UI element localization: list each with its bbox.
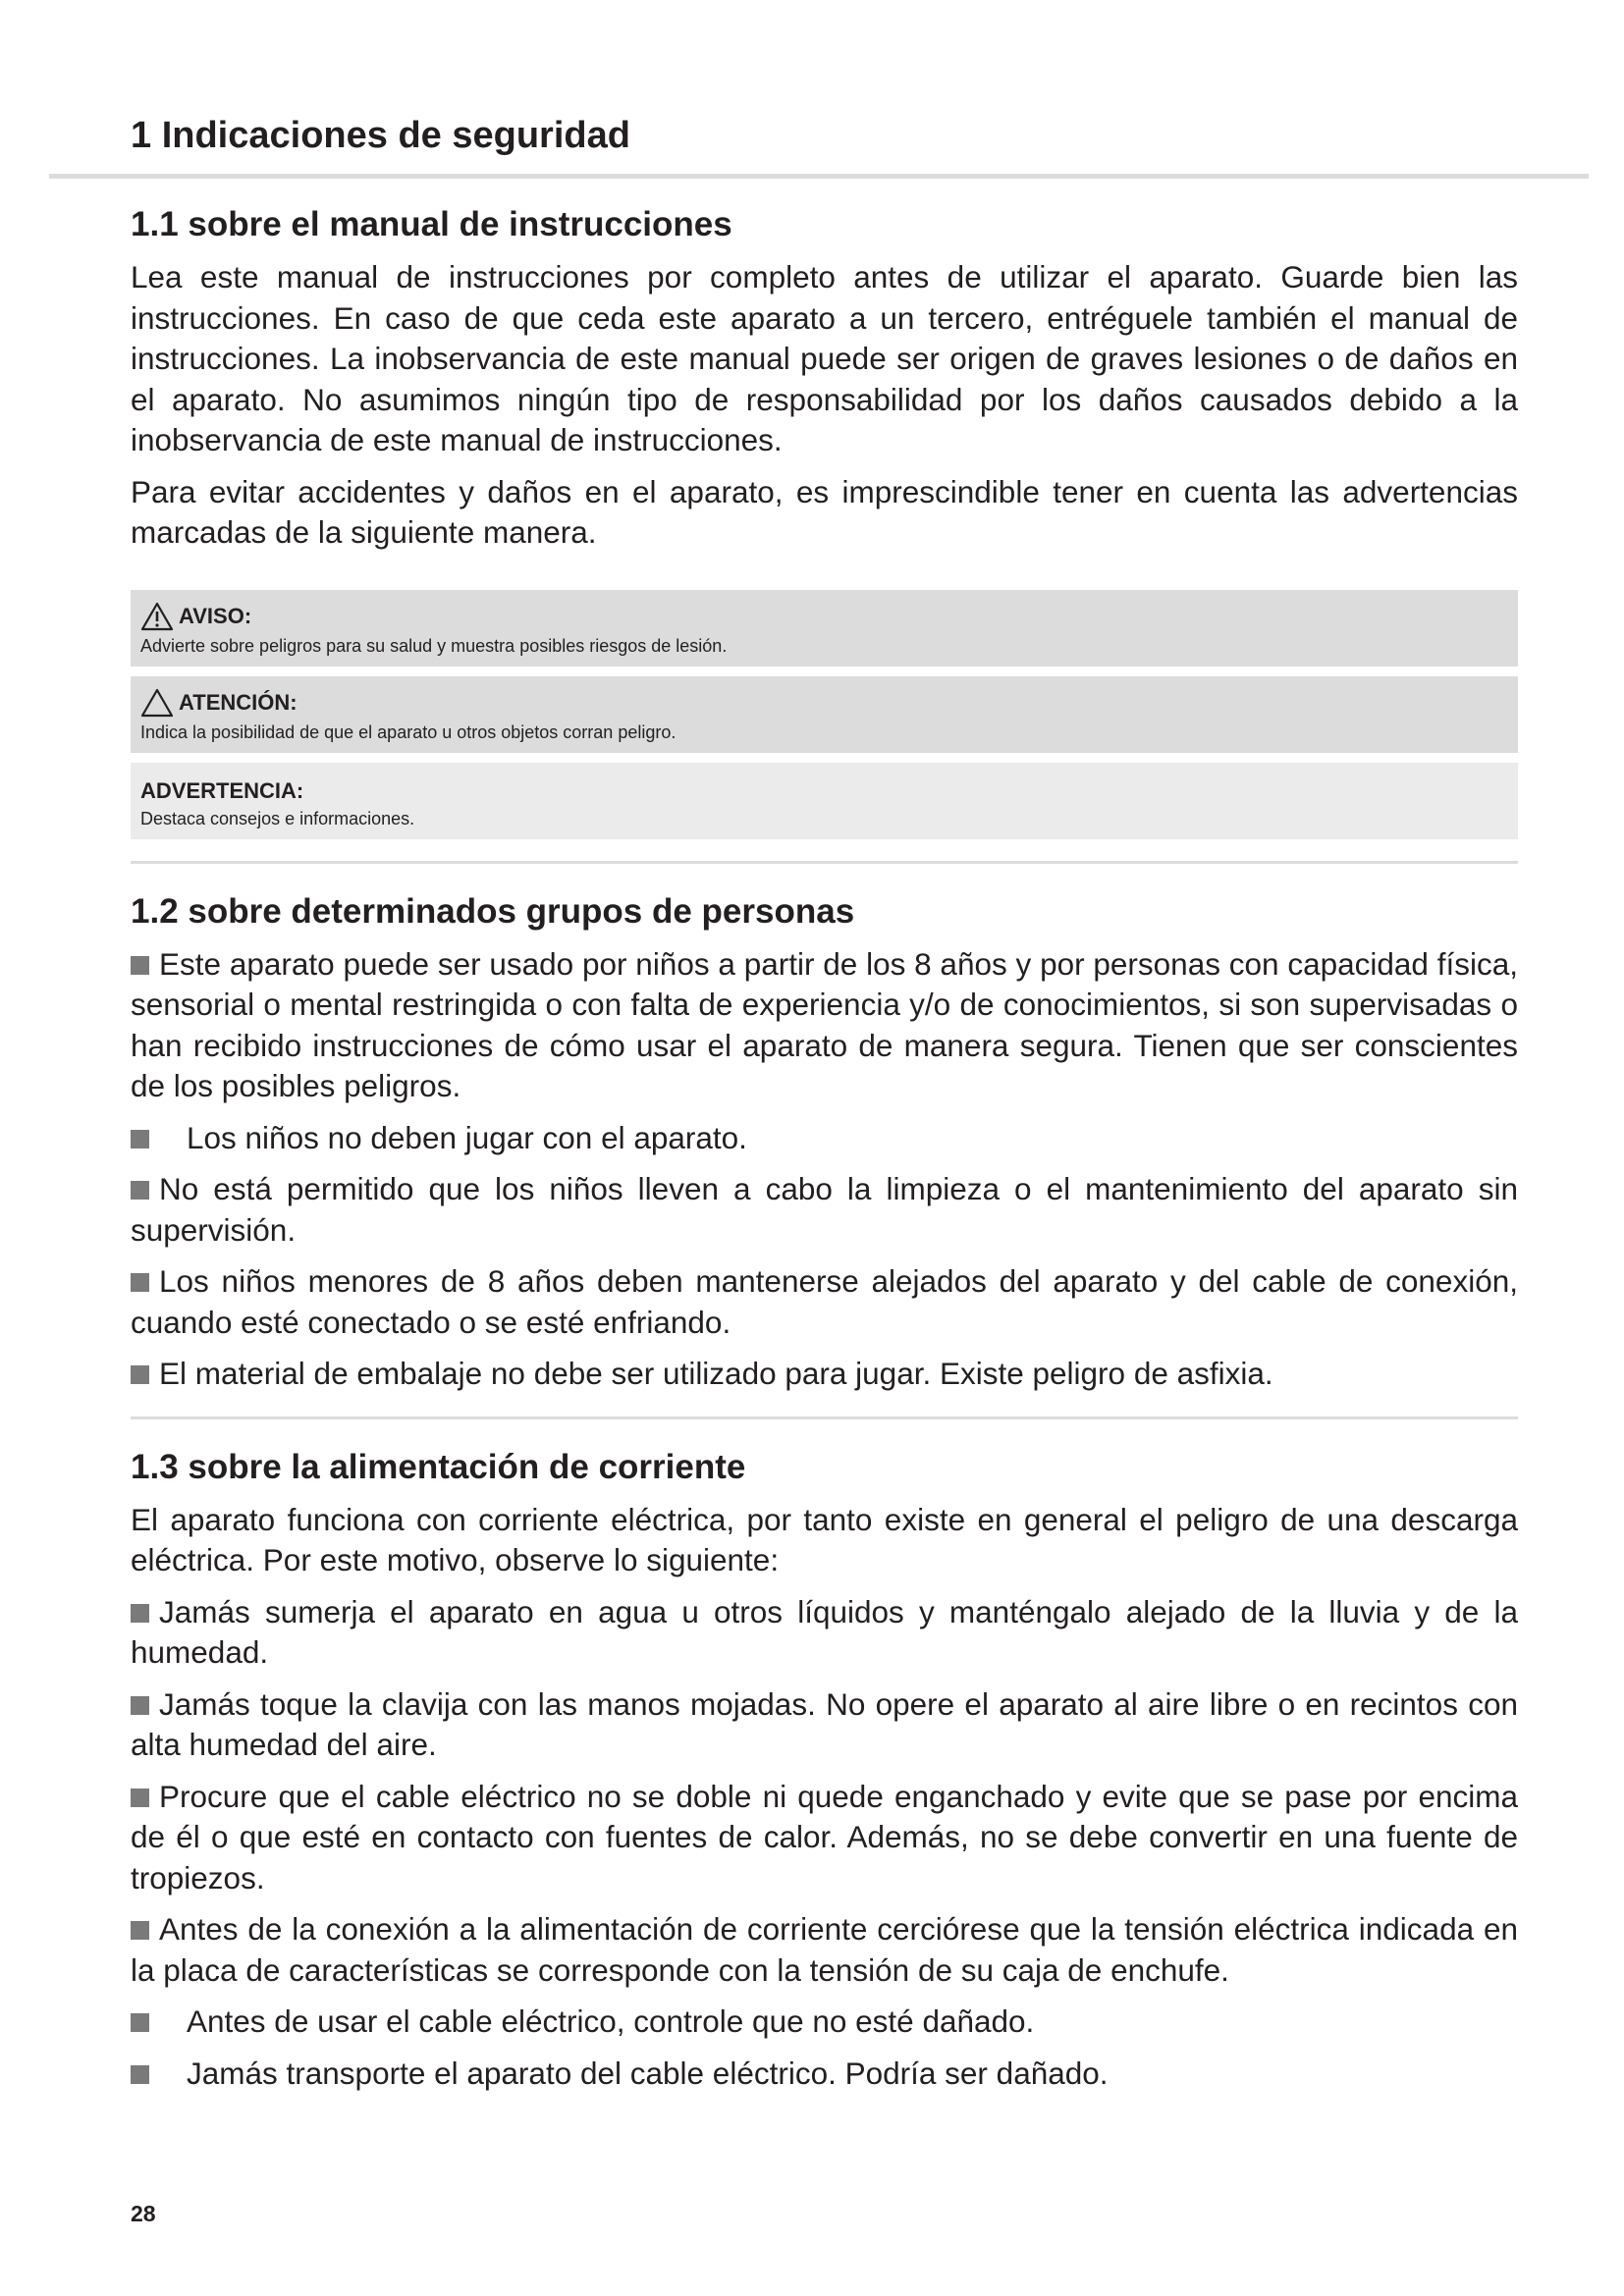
- title-divider: [49, 174, 1589, 179]
- notice-advertencia-label: ADVERTENCIA:: [140, 777, 304, 803]
- list-item: Los niños no deben jugar con el aparato.: [131, 1118, 1518, 1159]
- notice-atencion-text: Indica la posibilidad de que el aparato u otros objetos corran peligro.: [140, 721, 677, 742]
- manual-paragraph-1: Lea este manual de instrucciones por completo antes de utilizar el aparato. Guarde bien las instrucciones. En caso de que ceda este aparato a un tercero, entréguele también el manual de instrucciones. La inobservancia de este manual puede ser origen de graves lesiones o de daños en el aparato. No asumimos ningún tipo de responsabilidad por los daños causados debido a la inobservancia de este manual de instrucciones.: [131, 259, 1518, 457]
- list-item: Procure que el cable eléctrico no se doble ni quede enganchado y evite que se pase por encima de él o que esté en contacto con fuentes de calor. Además, no se debe convertir en una fuente de tropiezos.: [131, 1778, 1518, 1896]
- section-heading-1-1: 1.1 sobre el manual de instrucciones: [131, 205, 732, 243]
- square-bullet-icon: [131, 1604, 149, 1623]
- warning-triangle-icon: [140, 688, 174, 718]
- square-bullet-icon: [131, 1921, 149, 1940]
- section-groups: [131, 887, 1518, 1395]
- square-bullet-icon: [131, 1181, 149, 1200]
- section-manual: [131, 200, 1518, 839]
- list-item: Los niños menores de 8 años deben mantenerse alejados del aparato y del cable de conexión, cuando esté conectado o se esté enfriando.: [131, 1263, 1518, 1340]
- list-item: Antes de usar el cable eléctrico, controle que no esté dañado.: [131, 2002, 1518, 2043]
- notice-advertencia-text: Destaca consejos e informaciones.: [140, 808, 415, 828]
- notice-atencion-label: ATENCIÓN:: [179, 689, 298, 715]
- section-heading-1-3: 1.3 sobre la alimentación de corriente: [131, 1447, 746, 1486]
- section-heading-1-2: 1.2 sobre determinados grupos de personas: [131, 891, 855, 931]
- list-item: No está permitido que los niños lleven a cabo la limpieza o el mantenimiento del aparato sin supervisión.: [131, 1171, 1518, 1248]
- notice-aviso-text: Advierte sobre peligros para su salud y muestra posibles riesgos de lesión.: [140, 635, 728, 656]
- section-divider: [131, 861, 1518, 864]
- section-power: [131, 1443, 1518, 2095]
- list-item: Antes de la conexión a la alimentación de corriente cerciórese que la tensión eléctrica indicada en la placa de características se corresponde con la tensión de su caja de enchufe.: [131, 1911, 1518, 1988]
- page-content: [131, 200, 1518, 2105]
- list-item: Jamás toque la clavija con las manos mojadas. No opere el aparato al aire libre o en recintos con alta humedad del aire.: [131, 1685, 1518, 1762]
- square-bullet-icon: [131, 956, 149, 975]
- list-item: Este aparato puede ser usado por niños a partir de los 8 años y por personas con capacidad física, sensorial o mental restringida o con falta de experiencia y/o de conocimientos, si son supervisadas o han recibido instrucciones de cómo usar el aparato de manera segura. Tienen que ser conscientes de los posibles peligros.: [131, 945, 1518, 1103]
- page-number: 28: [131, 2201, 156, 2226]
- square-bullet-icon: [131, 1273, 149, 1292]
- square-bullet-icon: [131, 2065, 149, 2084]
- list-item: Jamás transporte el aparato del cable eléctrico. Podría ser dañado.: [131, 2054, 1518, 2095]
- manual-paragraph-2: Para evitar accidentes y daños en el aparato, es imprescindible tener en cuenta las advertencias marcadas de la siguiente manera.: [131, 473, 1518, 550]
- square-bullet-icon: [131, 1789, 149, 1807]
- square-bullet-icon: [131, 1130, 149, 1148]
- warning-triangle-icon: [140, 602, 174, 631]
- square-bullet-icon: [131, 1365, 149, 1384]
- notice-aviso-label: AVISO:: [179, 603, 252, 628]
- list-item: Jamás sumerja el aparato en agua u otros líquidos y manténgalo alejado de la lluvia y de la humedad.: [131, 1593, 1518, 1670]
- notice-aviso: [131, 590, 1518, 667]
- page-title: 1 Indicaciones de seguridad: [131, 115, 630, 156]
- square-bullet-icon: [131, 1696, 149, 1715]
- notice-advertencia: [131, 763, 1518, 839]
- square-bullet-icon: [131, 2013, 149, 2032]
- list-item: El material de embalaje no debe ser utilizado para jugar. Existe peligro de asfixia.: [131, 1354, 1518, 1395]
- power-intro: El aparato funciona con corriente eléctrica, por tanto existe en general el peligro de una descarga eléctrica. Por este motivo, observe lo siguiente:: [131, 1501, 1518, 1577]
- notice-atencion: [131, 676, 1518, 753]
- section-divider: [131, 1416, 1518, 1419]
